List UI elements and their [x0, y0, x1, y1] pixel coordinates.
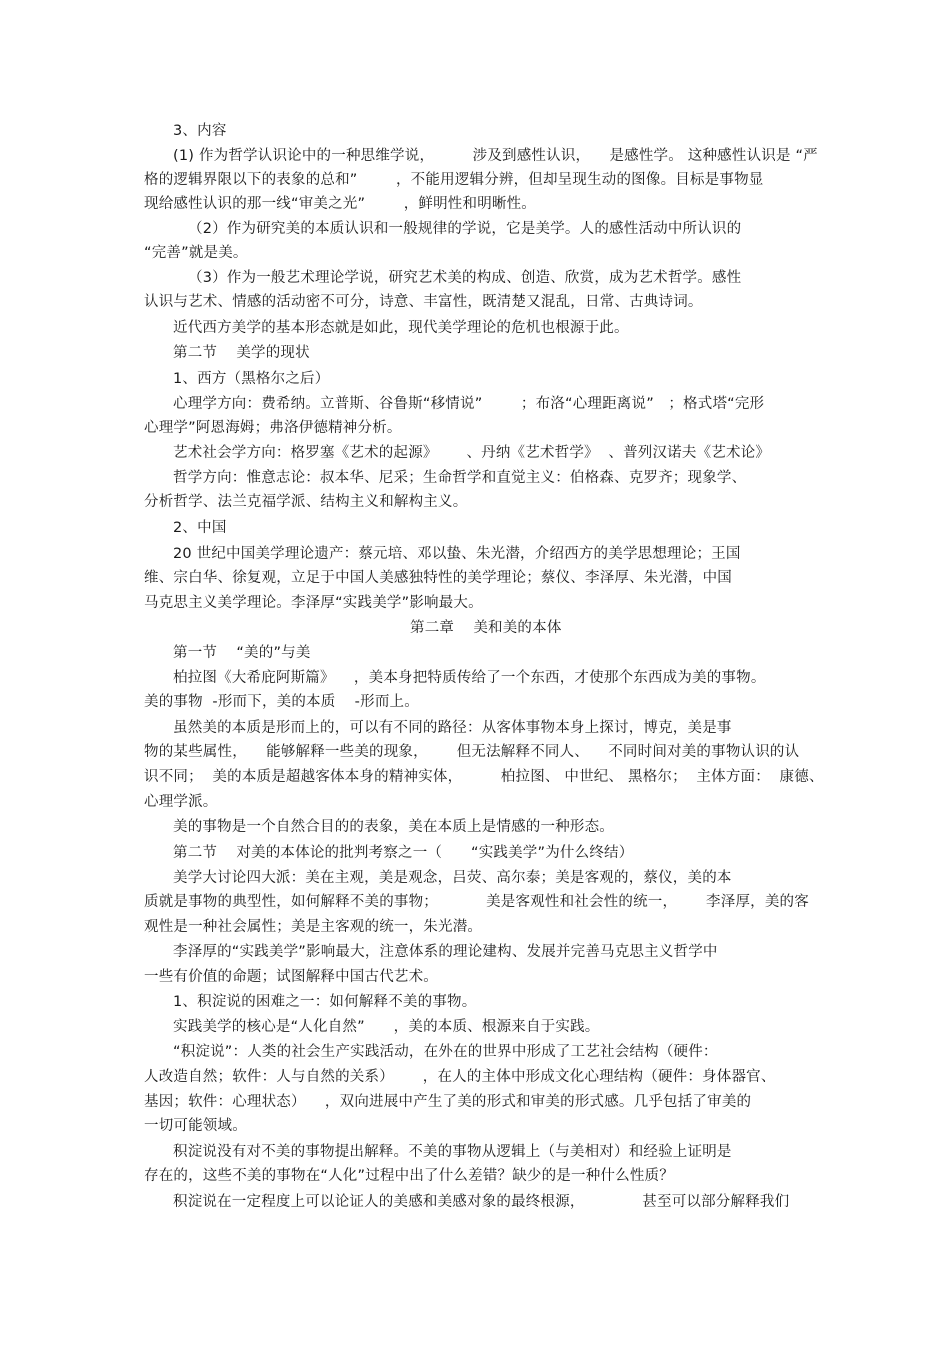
text-line: 艺术社会学方向：格罗塞《艺术的起源》 、丹纳《艺术哲学》 、普列汉诺夫《艺术论》	[173, 445, 771, 461]
text-line: 哲学方向：惟意志论：叔本华、尼采；生命哲学和直觉主义：伯格森、克罗齐；现象学、	[173, 470, 747, 486]
text-line: 近代西方美学的基本形态就是如此，现代美学理论的危机也根源于此。	[173, 320, 629, 336]
text-line: 一些有价值的命题；试图解释中国古代艺术。	[144, 969, 438, 985]
text-line: 格的逻辑界限以下的表象的总和” ，不能用逻辑分辨，但却呈现生动的图像。目标是事物显	[144, 172, 764, 188]
text-line: 分析哲学、法兰克福学派、结构主义和解构主义。	[144, 494, 468, 510]
text-line: 心理学派。	[144, 794, 218, 810]
text-line: 20 世纪中国美学理论遗产：蔡元培、邓以蛰、朱光潜，介绍西方的美学思想理论；王国	[173, 546, 741, 562]
text-line: “积淀说”：人类的社会生产实践活动，在外在的世界中形成了工艺社会结构（硬件：	[173, 1044, 718, 1060]
text-line: 李泽厚的“实践美学”影响最大，注意体系的理论建构、发展并完善马克思主义哲学中	[173, 944, 718, 960]
text-line: 一切可能领域。	[144, 1118, 247, 1134]
text-line: 识不同； 美的本质是超越客体本身的精神实体， 柏拉图、 中世纪、 黑格尔； 主体方面： 康德、	[144, 769, 824, 785]
text-line: 心理学”阿恩海姆；弗洛伊德精神分析。	[144, 420, 402, 436]
text-line: 物的某些属性， 能够解释一些美的现象， 但无法解释不同人、 不同时间对美的事物认识的认	[144, 744, 800, 760]
text-line: 美的事物 -形而下，美的本质 -形而上。	[144, 694, 419, 710]
text-line: 质就是事物的典型性，如何解释不美的事物； 美是客观性和社会性的统一， 李泽厚，美的客	[144, 894, 809, 910]
text-line: 现给感性认识的那一线“审美之光” ，鲜明性和明晰性。	[144, 196, 536, 212]
subheading: 1、积淀说的困难之一：如何解释不美的事物。	[173, 994, 477, 1010]
text-line: 美学大讨论四大派：美在主观，美是观念，吕荧、高尔泰；美是客观的，蔡仪，美的本	[173, 870, 732, 886]
text-line: 认识与艺术、情感的活动密不可分，诗意、丰富性，既清楚又混乱，日常、古典诗词。	[144, 294, 703, 310]
section-heading: 第二节 美学的现状	[173, 345, 310, 361]
subheading: 2、中国	[173, 520, 227, 536]
text-line: “完善”就是美。	[144, 245, 248, 261]
text-line: （3）作为一般艺术理论学说，研究艺术美的构成、创造、欣赏，成为艺术哲学。感性	[188, 270, 742, 286]
text-line: 心理学方向：费希纳。立普斯、谷鲁斯“移情说” ；布洛“心理距离说” ；格式塔“完形	[173, 396, 765, 412]
text-line: 实践美学的核心是“人化自然” ，美的本质、根源来自于实践。	[173, 1019, 600, 1035]
text-line: （2）作为研究美的本质认识和一般规律的学说，它是美学。人的感性活动中所认识的	[188, 221, 742, 237]
text-line: 马克思主义美学理论。李泽厚“实践美学”影响最大。	[144, 595, 483, 611]
text-line: 维、宗白华、徐复观，立足于中国人美感独特性的美学理论；蔡仪、李泽厚、朱光潜，中国	[144, 570, 732, 586]
text-line: (1) 作为哲学认识论中的一种思维学说， 涉及到感性认识， 是感性学。 这种感性认识是 “严	[173, 148, 818, 164]
chapter-heading: 第二章 美和美的本体	[410, 620, 562, 636]
text-line: 积淀说在一定程度上可以论证人的美感和美感对象的最终根源， 甚至可以部分解释我们	[173, 1194, 790, 1210]
text-line: 人改造自然；软件：人与自然的关系） ，在人的主体中形成文化心理结构（硬件：身体器官、	[144, 1069, 776, 1085]
section-heading: 第一节 “美的”与美	[173, 645, 311, 661]
text-line: 美的事物是一个自然合目的的表象，美在本质上是情感的一种形态。	[173, 819, 614, 835]
text-line: 观性是一种社会属性；美是主客观的统一，朱光潜。	[144, 919, 483, 935]
text-line: 基因；软件：心理状态） ，双向进展中产生了美的形式和审美的形式感。几乎包括了审美的	[144, 1094, 752, 1110]
text-line: 存在的，这些不美的事物在“人化”过程中出了什么差错？缺少的是一种什么性质？	[144, 1168, 674, 1184]
section-heading: 第二节 对美的本体论的批判考察之一（ “实践美学”为什么终结）	[173, 845, 634, 861]
heading-content: 3、内容	[173, 123, 227, 139]
text-line: 虽然美的本质是形而上的，可以有不同的路径：从客体事物本身上探讨，博克，美是事	[173, 720, 732, 736]
subheading: 1、西方（黑格尔之后）	[173, 371, 330, 387]
text-line: 积淀说没有对不美的事物提出解释。不美的事物从逻辑上（与美相对）和经验上证明是	[173, 1144, 732, 1160]
text-line: 柏拉图《大希庇阿斯篇》 ，美本身把特质传给了一个东西，才使那个东西成为美的事物。	[173, 670, 766, 686]
